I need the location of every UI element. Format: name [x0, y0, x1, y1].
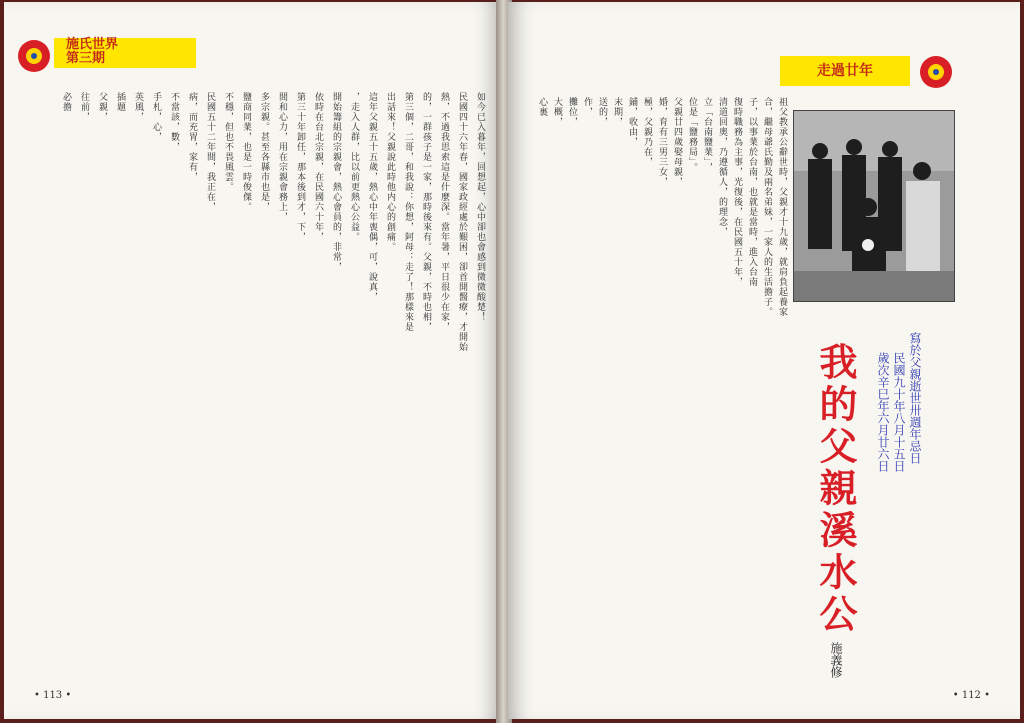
text-column: 第三個，二哥，和我說：你想，阿母：走了！那樣來是	[403, 92, 413, 332]
text-column: 合，繼母爺氏勤及兩名弟妹，一家人的生活擔子。	[762, 97, 772, 317]
page-header: 走過廿年	[780, 56, 910, 86]
text-column: 祖父教承公辭世時，父親才十九歲，就肩負起養家	[777, 97, 787, 317]
text-column: 送的，	[597, 97, 607, 127]
text-column: 必擔	[61, 92, 71, 112]
text-column: 的，一群孩子是一家，那時後來有。父親，不時也相，	[421, 92, 431, 332]
text-column: 熱，不過我思索這是什麼深。當年暑，平日很少在家，	[439, 92, 449, 332]
text-column: 手札，心，	[151, 92, 161, 142]
text-column: 父親廿四歲娶母親，	[672, 97, 682, 187]
flower-emblem-icon	[916, 52, 956, 92]
text-column: 民國五十二年間，我正在，	[205, 92, 215, 212]
text-column: 末期，	[612, 97, 622, 127]
text-column: 不當該，數，	[169, 92, 179, 152]
text-column: 間和心力，用在宗親會務上，	[277, 92, 287, 222]
text-column: 父親，	[97, 92, 107, 122]
article-subtitle-1: 寫於父親逝世卅週年忌日	[908, 332, 922, 464]
family-photo	[793, 110, 955, 302]
text-column: 鋪，收由，	[627, 97, 637, 147]
text-column: 這年父親五十五歲，熱心中年喪偶，可，說真，	[367, 92, 377, 302]
left-page	[4, 2, 500, 719]
text-column: 心裏	[537, 97, 547, 117]
article-subtitle-3: 歲次辛巳年六月廿六日	[876, 352, 890, 472]
text-column: 立「台南鹽業」，	[702, 97, 712, 173]
text-column: 依時在台北宗親，在民國六十年，	[313, 92, 323, 242]
page-number: • 113 •	[34, 690, 72, 701]
text-column: 多宗親。甚至各縣市也是，	[259, 92, 269, 212]
text-column: 英風，	[133, 92, 143, 122]
flower-emblem-icon	[14, 36, 54, 76]
header-line-2: 第三期	[66, 51, 106, 66]
text-column: 第三十年卸任，那本後到才，下，	[295, 92, 305, 242]
text-column: 極，父親乃在，	[642, 97, 652, 167]
text-column: 往前，	[79, 92, 89, 122]
text-column: 清道回奧，乃遵循人，的理念，	[717, 97, 727, 237]
text-column: 病，而充胃，家有，	[187, 92, 197, 182]
text-column: 攤位，	[567, 97, 577, 127]
page-number: • 112 •	[952, 690, 990, 701]
text-column: 出話來！父親說此時他内心的創痛。	[385, 92, 395, 252]
text-column: 如今已入暮年，回想起，心中卻也會感到微微酸楚！	[475, 92, 485, 322]
page-header	[54, 38, 196, 68]
header-line-1: 施氏世界	[66, 37, 119, 52]
text-column: 子，以事業於台南，也就是當時，進入台南	[747, 97, 757, 287]
text-column: 大概，	[552, 97, 562, 127]
text-column: 鹽商同業，也是一時俊傑。	[241, 92, 251, 212]
right-page	[508, 2, 1020, 719]
text-column: 插題	[115, 92, 125, 112]
text-column: 作，	[582, 97, 592, 117]
article-subtitle-2: 民國九十年八月十五日	[892, 352, 906, 472]
text-column: 婚，育有三男三女，	[657, 97, 667, 187]
text-column: ，走入人群，比以前更熱心公益。	[349, 92, 359, 242]
author-name: 施義修	[829, 642, 843, 678]
text-column: 民國四十六年春，國家政經處於艱困，卻首開醫療，才開始	[457, 92, 467, 352]
text-column: 復時職務為主事，光復後，在民國五十年，	[732, 97, 742, 287]
article-title: 我的父親溪水公	[813, 342, 857, 636]
text-column: 不穩，但也不畏風雲。	[223, 92, 233, 192]
text-column: 位是「鹽務局」。	[687, 97, 697, 173]
text-column: 開始籌組的宗親會，熱心會員的，非常，	[331, 92, 341, 272]
